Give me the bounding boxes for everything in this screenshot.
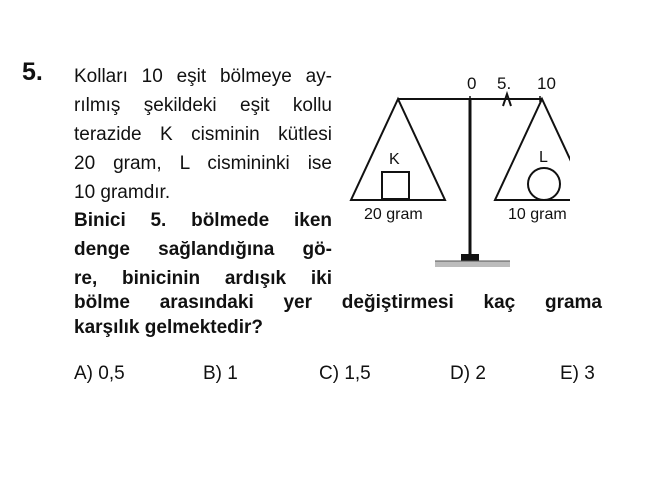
question-number: 5. (22, 58, 43, 86)
object-l-label: L (539, 149, 548, 166)
prompt-line-4: bölme arasındaki yer değiştirmesi kaç grama (74, 292, 602, 313)
option-a[interactable]: A) 0,5 (74, 363, 125, 384)
prompt-line-1: Binici 5. bölmede iken (74, 210, 332, 231)
left-pan (351, 99, 445, 200)
text-line-5: 10 gramdır. (74, 182, 171, 203)
scale-label-ten: 10 (537, 74, 556, 93)
base (435, 261, 510, 267)
left-mass-label: 20 gram (364, 206, 423, 223)
pole-foot (461, 254, 479, 261)
option-b[interactable]: B) 1 (203, 363, 238, 384)
scale-label-five: 5. (497, 74, 512, 93)
right-pan (495, 99, 570, 200)
object-k-label: K (389, 151, 400, 168)
text-line-3: terazide K cisminin kütlesi (74, 124, 332, 145)
scale-label-zero: 0 (467, 74, 477, 93)
object-l-ball (528, 168, 560, 200)
text-line-2: rılmış şekildeki eşit kollu (74, 95, 332, 116)
prompt-line-5: karşılık gelmektedir? (74, 317, 264, 338)
prompt-line-3: re, binicinin ardışık iki (74, 268, 332, 289)
balance-scale-figure (340, 66, 570, 276)
prompt-line-2: denge sağlandığına gö- (74, 239, 332, 260)
option-e[interactable]: E) 3 (560, 363, 595, 384)
object-k-box (382, 172, 409, 199)
option-d[interactable]: D) 2 (450, 363, 486, 384)
right-mass-label: 10 gram (508, 206, 567, 223)
text-line-4: 20 gram, L cismininki ise (74, 153, 332, 174)
text-line-1: Kolları 10 eşit bölmeye ay- (74, 66, 332, 87)
option-c[interactable]: C) 1,5 (319, 363, 371, 384)
